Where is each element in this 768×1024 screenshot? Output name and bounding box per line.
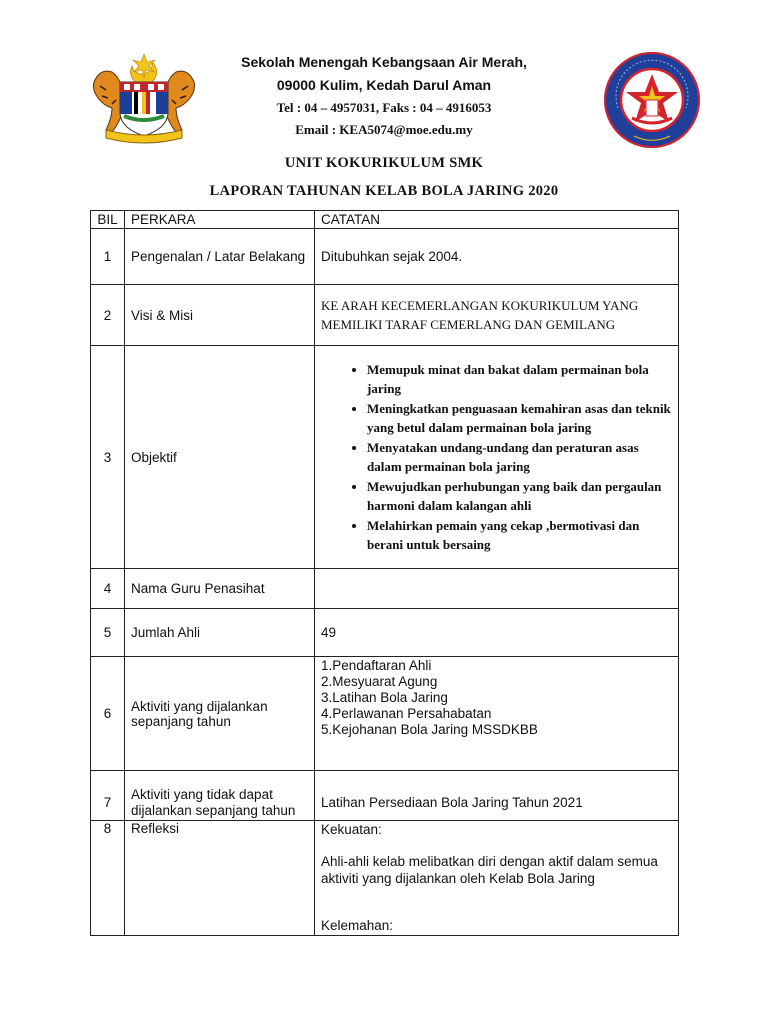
row-number: 7 xyxy=(91,771,125,821)
row-item: Aktiviti yang tidak dapat dijalankan sepanjang tahun xyxy=(125,771,315,821)
header-bil: BIL xyxy=(91,211,125,229)
list-item: 5.Kejohanan Bola Jaring MSSDKBB xyxy=(321,722,538,737)
school-address: 09000 Kulim, Kedah Darul Aman xyxy=(276,77,492,93)
row-item: Nama Guru Penasihat xyxy=(125,569,315,609)
header-catatan: CATATAN xyxy=(315,211,679,229)
row-item: Visi & Misi xyxy=(125,285,315,346)
table-row xyxy=(91,609,679,657)
row-note xyxy=(315,821,679,936)
table-row xyxy=(91,821,679,936)
reflection-weakness-label: Kelemahan: xyxy=(321,918,394,933)
row-item: Objektif xyxy=(125,346,315,569)
reflection-strength-text: Ahli-ahli kelab melibatkan diri dengan aktif dalam semua aktiviti yang dijalankan oleh Kelab Bola Jaring xyxy=(321,854,658,886)
row-note xyxy=(315,657,679,771)
list-item: 2.Mesyuarat Agung xyxy=(321,674,438,689)
table-row xyxy=(91,285,679,346)
row-note: Ditubuhkan sejak 2004. xyxy=(315,229,679,285)
row-item: Pengenalan / Latar Belakang xyxy=(125,229,315,285)
row-number: 6 xyxy=(91,657,125,771)
school-email: Email : KEA5074@moe.edu.my xyxy=(295,122,473,137)
objectives-list xyxy=(321,360,672,555)
header-perkara: PERKARA xyxy=(125,211,315,229)
row-item: Aktiviti yang dijalankan sepanjang tahun xyxy=(125,657,315,771)
table-row xyxy=(91,346,679,569)
list-item: 1.Pendaftaran Ahli xyxy=(321,658,432,673)
row-number: 4 xyxy=(91,569,125,609)
report-table xyxy=(90,210,679,936)
school-name: Sekolah Menengah Kebangsaan Air Merah, xyxy=(241,54,527,70)
row-note: KE ARAH KECEMERLANGAN KOKURIKULUM YANG MEMILIKI TARAF CEMERLANG DAN GEMILANG xyxy=(315,285,679,346)
row-item: Refleksi xyxy=(125,821,315,936)
table-header-row xyxy=(91,211,679,229)
school-phone: Tel : 04 – 4957031, Faks : 04 – 4916053 xyxy=(276,100,492,115)
row-note xyxy=(315,346,679,569)
unit-title: UNIT KOKURIKULUM SMK xyxy=(284,155,484,171)
row-number: 5 xyxy=(91,609,125,657)
list-item: • Mewujudkan perhubungan yang baik dan pergaulan harmoni dalam kalangan ahli xyxy=(367,477,672,516)
reflection-strength-label: Kekuatan: xyxy=(321,822,382,837)
row-note: Latihan Persediaan Bola Jaring Tahun 2021 xyxy=(315,771,679,821)
table-row xyxy=(91,569,679,609)
row-number: 2 xyxy=(91,285,125,346)
table-row xyxy=(91,229,679,285)
table-row xyxy=(91,657,679,771)
row-number: 3 xyxy=(91,346,125,569)
list-item: • Meningkatkan penguasaan kemahiran asas dan teknik yang betul dalam permainan bola jaring xyxy=(367,399,672,438)
row-item: Jumlah Ahli xyxy=(125,609,315,657)
list-item: • Menyatakan undang-undang dan peraturan asas dalam permainan bola jaring xyxy=(367,438,672,477)
row-note: 49 xyxy=(315,609,679,657)
list-item: 3.Latihan Bola Jaring xyxy=(321,690,448,705)
report-title: LAPORAN TAHUNAN KELAB BOLA JARING 2020 xyxy=(209,183,559,199)
list-item: • Melahirkan pemain yang cekap ,bermotivasi dan berani untuk bersaing xyxy=(367,516,672,555)
row-number: 8 xyxy=(91,821,125,936)
table-row xyxy=(91,771,679,821)
list-item: 4.Perlawanan Persahabatan xyxy=(321,706,492,721)
list-item: • Memupuk minat dan bakat dalam permainan bola jaring xyxy=(367,360,672,399)
row-number: 1 xyxy=(91,229,125,285)
row-note xyxy=(315,569,679,609)
